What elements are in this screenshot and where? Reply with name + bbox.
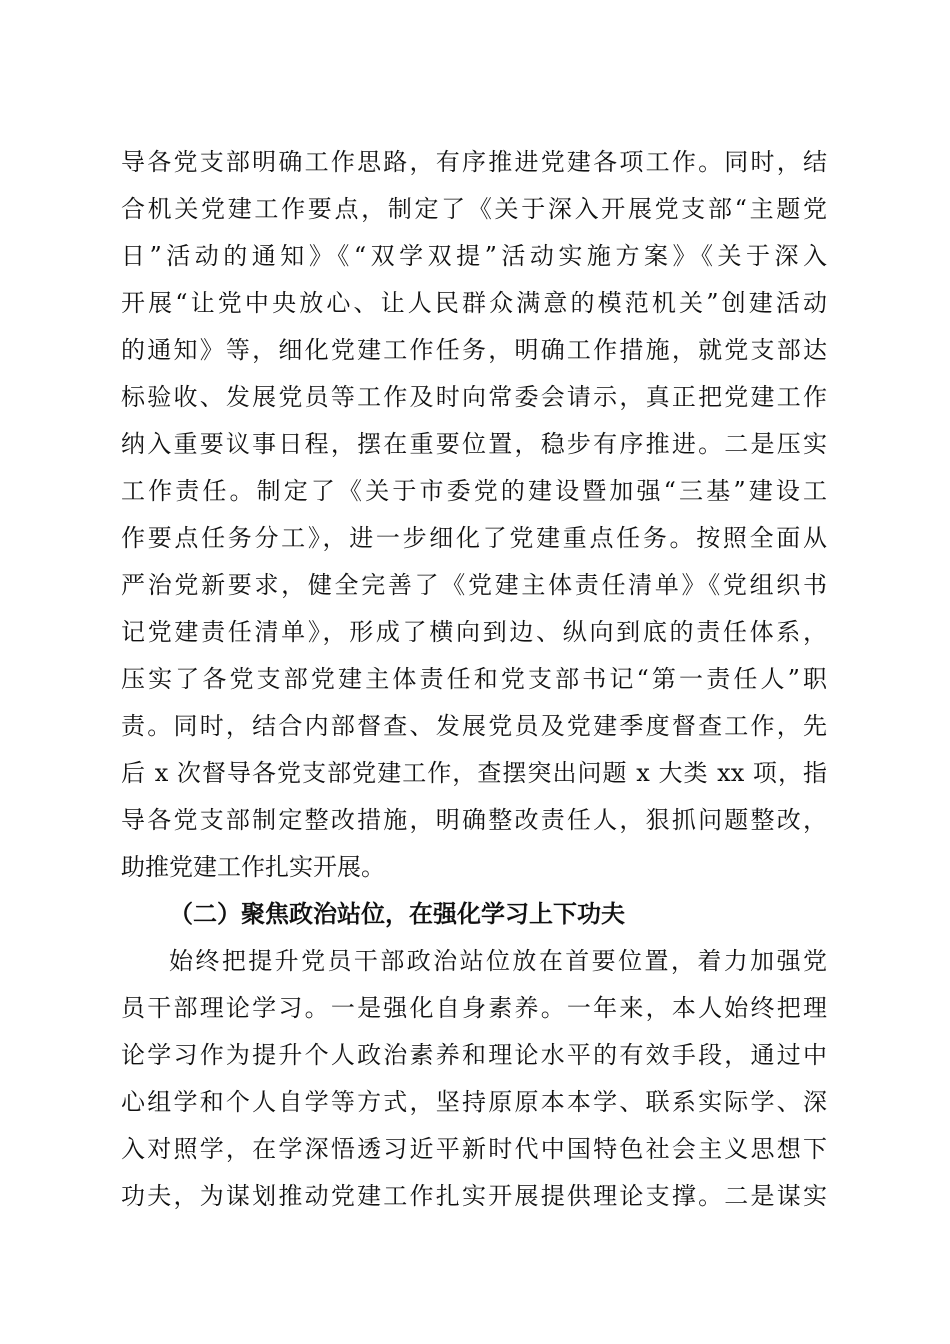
text-line: 作要点任务分工》，进一步细化了党建重点任务。按照全面从 [121, 524, 827, 552]
text-line: 入对照学，在学深悟透习近平新时代中国特色社会主义思想下 [121, 1135, 827, 1163]
text-line: 员干部理论学习。一是强化自身素养。一年来，本人始终把理 [121, 994, 827, 1022]
text-line: 始终把提升党员干部政治站位放在首要位置，着力加强党 [169, 947, 827, 975]
text-line: 责。同时，结合内部督查、发展党员及党建季度督查工作，先 [121, 712, 827, 740]
text-line: 开展“让党中央放心、让人民群众满意的模范机关”创建活动 [121, 289, 827, 317]
text-line: 严治党新要求，健全完善了《党建主体责任清单》《党组织书 [121, 571, 827, 599]
text-line: 功夫，为谋划推动党建工作扎实开展提供理论支撑。二是谋实 [121, 1182, 827, 1210]
text-line: 日”活动的通知》《“双学双提”活动实施方案》《关于深入 [121, 242, 827, 270]
text-line: 纳入重要议事日程，摆在重要位置，稳步有序推进。二是压实 [121, 430, 827, 458]
text-line: 标验收、发展党员等工作及时向常委会请示，真正把党建工作 [121, 383, 827, 411]
text-line: 心组学和个人自学等方式，坚持原原本本学、联系实际学、深 [121, 1088, 827, 1116]
section-heading: （二）聚焦政治站位，在强化学习上下功夫 [169, 899, 625, 928]
text-line: 的通知》等，细化党建工作任务，明确工作措施，就党支部达 [121, 336, 827, 364]
text-line: 导各党支部明确工作思路，有序推进党建各项工作。同时，结 [121, 148, 827, 176]
text-line: 合机关党建工作要点，制定了《关于深入开展党支部“主题党 [121, 195, 827, 223]
text-line: 导各党支部制定整改措施，明确整改责任人，狠抓问题整改， [121, 806, 827, 834]
text-line: 工作责任。制定了《关于市委党的建设暨加强“三基”建设工 [121, 477, 827, 505]
text-line: 后 x 次督导各党支部党建工作，查摆突出问题 x 大类 xx 项，指 [121, 759, 827, 787]
text-line: 压实了各党支部党建主体责任和党支部书记“第一责任人”职 [121, 665, 827, 693]
text-line: 助推党建工作扎实开展。 [121, 853, 385, 881]
text-line: 记党建责任清单》，形成了横向到边、纵向到底的责任体系， [121, 618, 827, 646]
text-line: 论学习作为提升个人政治素养和理论水平的有效手段，通过中 [121, 1041, 827, 1069]
